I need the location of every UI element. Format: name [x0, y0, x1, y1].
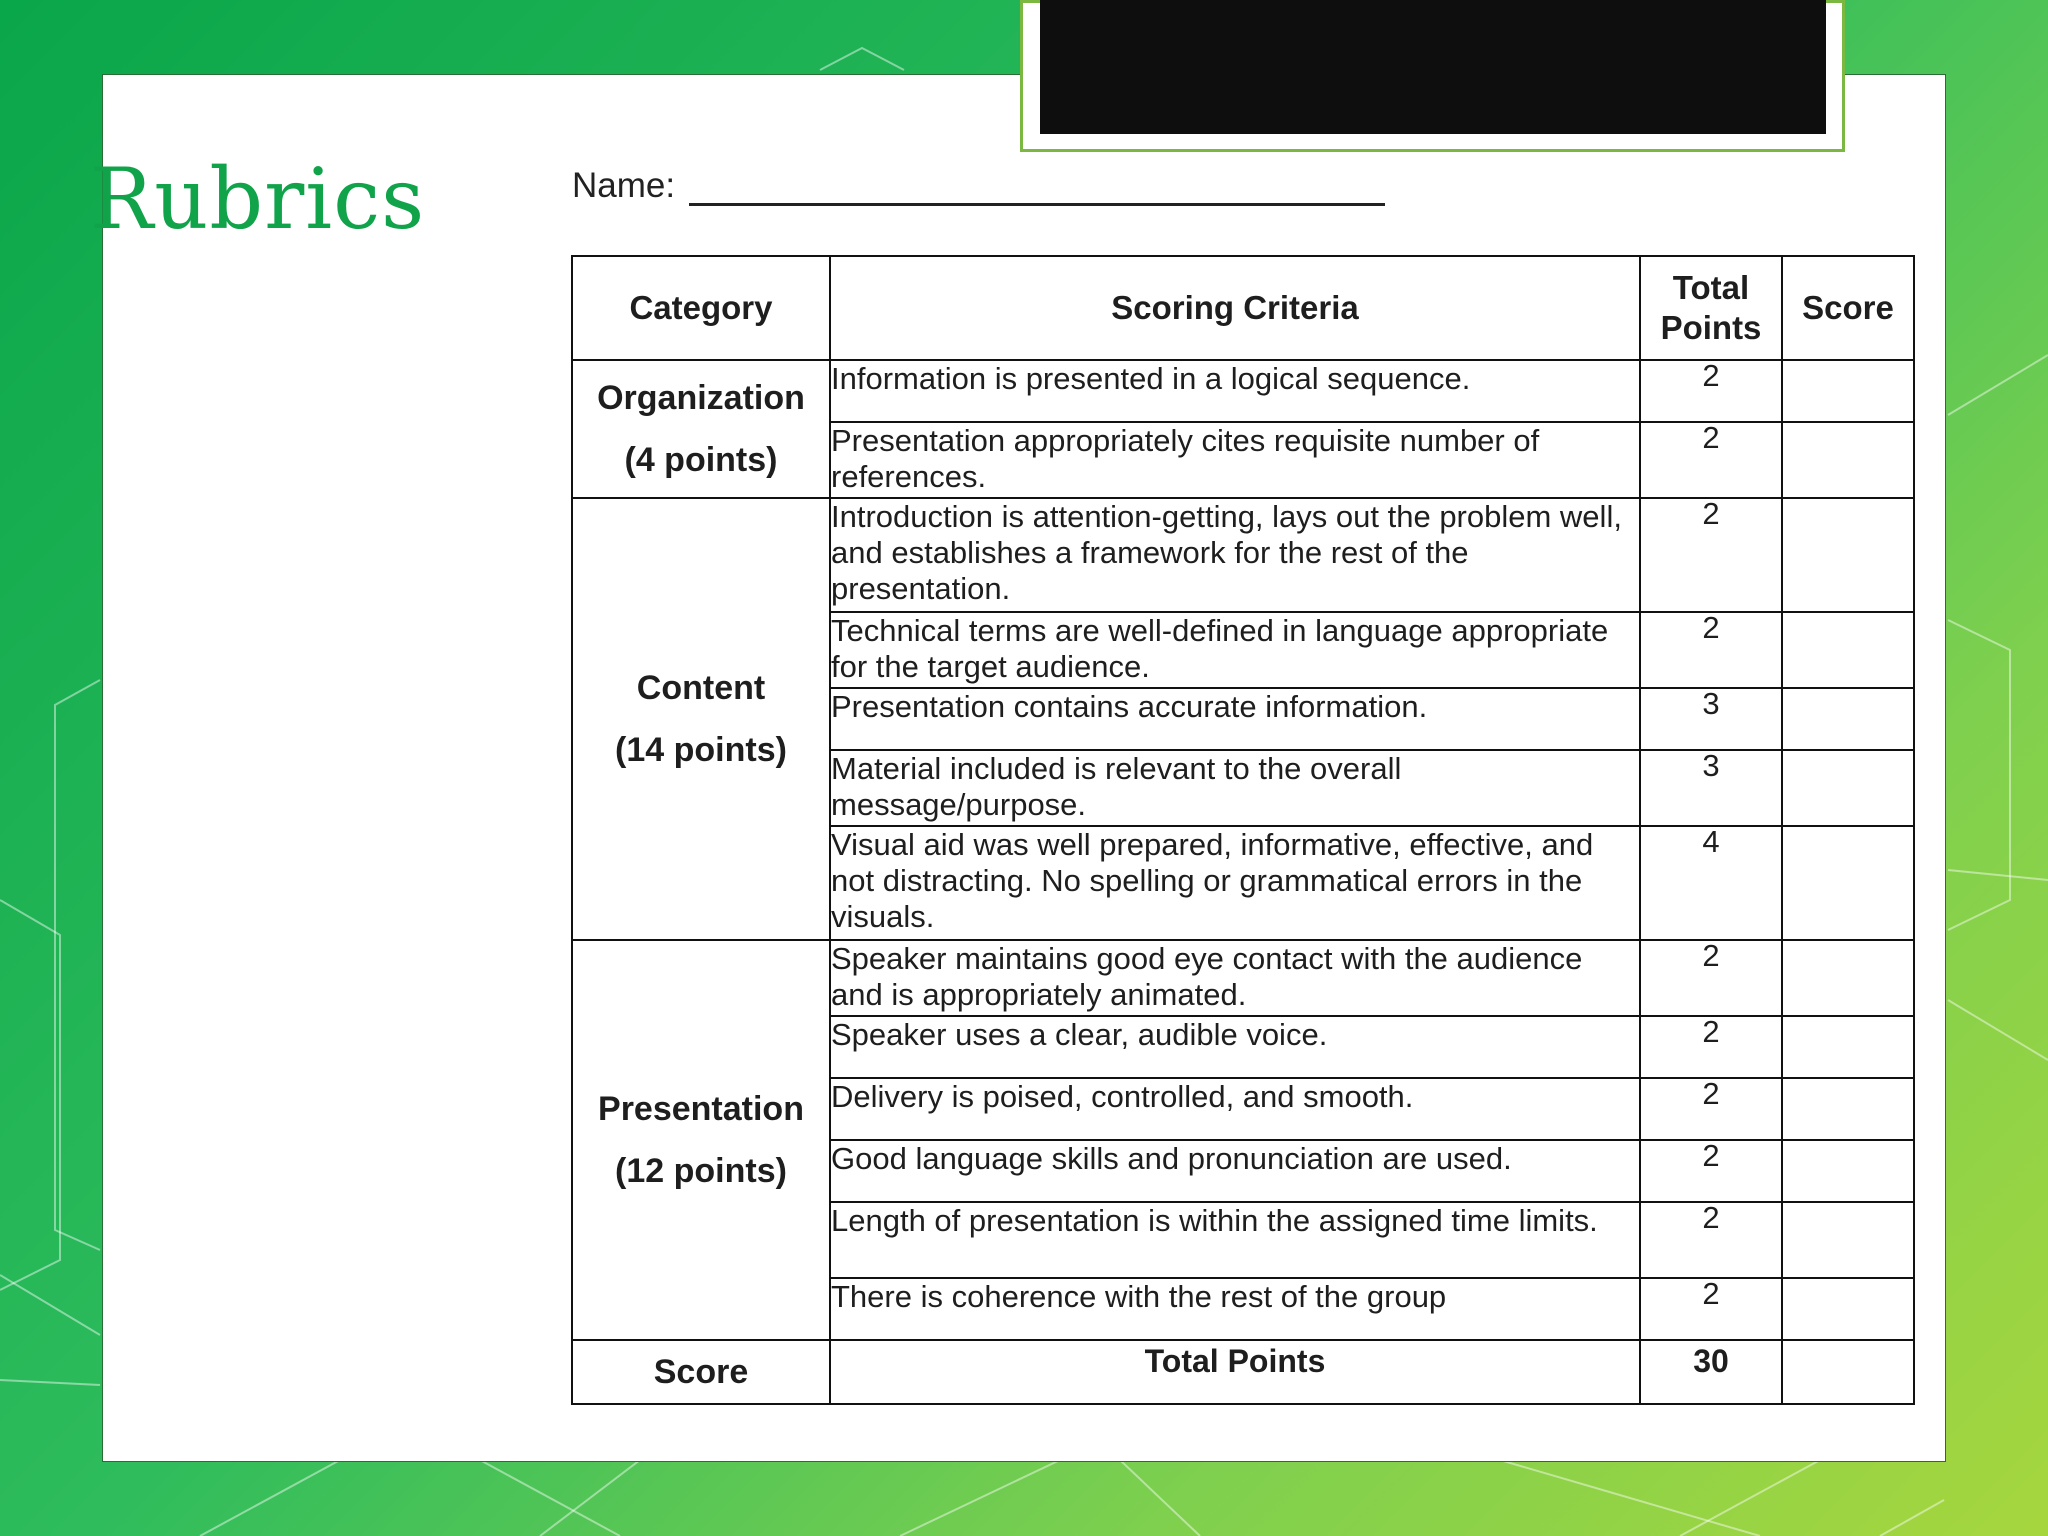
- footer-total-value: 30: [1640, 1340, 1782, 1404]
- criteria-cell: Visual aid was well prepared, informative, effective, and not distracting. No spelling or grammatical errors in the visuals.: [830, 826, 1640, 940]
- redacted-image: [1040, 0, 1826, 134]
- criteria-cell: Presentation appropriately cites requisite number of references.: [830, 422, 1640, 498]
- points-cell: 2: [1640, 612, 1782, 688]
- slide-title: Rubrics: [90, 150, 426, 248]
- criteria-cell: Presentation contains accurate information.: [830, 688, 1640, 750]
- criteria-cell: There is coherence with the rest of the group: [830, 1278, 1640, 1340]
- points-cell: 2: [1640, 1140, 1782, 1202]
- final-score-cell[interactable]: [1782, 1340, 1914, 1404]
- table-row: [572, 940, 1914, 1016]
- table-row: [572, 498, 1914, 612]
- footer-total-label: Total Points: [830, 1340, 1640, 1404]
- header-total-line1: Total: [1672, 269, 1750, 306]
- category-name: Content: [636, 669, 766, 707]
- points-cell: 2: [1640, 422, 1782, 498]
- points-cell: 3: [1640, 750, 1782, 826]
- criteria-cell: Material included is relevant to the overall message/purpose.: [830, 750, 1640, 826]
- criteria-cell: Introduction is attention-getting, lays out the problem well, and establishes a framework for the rest of the presentation.: [830, 498, 1640, 612]
- points-cell: 2: [1640, 1016, 1782, 1078]
- category-cell-presentation: [572, 940, 830, 1340]
- score-input-cell[interactable]: [1782, 750, 1914, 826]
- score-input-cell[interactable]: [1782, 1016, 1914, 1078]
- footer-score-label: Score: [572, 1340, 830, 1404]
- category-name: Organization: [597, 379, 805, 417]
- points-cell: 3: [1640, 688, 1782, 750]
- category-points: (12 points): [615, 1152, 787, 1190]
- category-cell-content: [572, 498, 830, 940]
- criteria-cell: Length of presentation is within the assigned time limits.: [830, 1202, 1640, 1278]
- category-points: (4 points): [624, 441, 778, 479]
- score-input-cell[interactable]: [1782, 612, 1914, 688]
- score-input-cell[interactable]: [1782, 1078, 1914, 1140]
- score-input-cell[interactable]: [1782, 1140, 1914, 1202]
- name-blank-line: [689, 167, 1385, 206]
- criteria-cell: Delivery is poised, controlled, and smooth.: [830, 1078, 1640, 1140]
- header-category: Category: [572, 256, 830, 360]
- points-cell: 2: [1640, 940, 1782, 1016]
- table-row: [572, 360, 1914, 422]
- points-cell: 4: [1640, 826, 1782, 940]
- points-cell: 2: [1640, 1078, 1782, 1140]
- score-input-cell[interactable]: [1782, 498, 1914, 612]
- header-total-line2: Points: [1660, 309, 1762, 346]
- score-input-cell[interactable]: [1782, 360, 1914, 422]
- criteria-cell: Good language skills and pronunciation are used.: [830, 1140, 1640, 1202]
- header-row: [572, 256, 1914, 360]
- points-cell: 2: [1640, 360, 1782, 422]
- points-cell: 2: [1640, 1278, 1782, 1340]
- rubric-table: [571, 255, 1915, 1405]
- criteria-cell: Information is presented in a logical sequence.: [830, 360, 1640, 422]
- score-input-cell[interactable]: [1782, 1278, 1914, 1340]
- criteria-cell: Technical terms are well-defined in language appropriate for the target audience.: [830, 612, 1640, 688]
- name-label: Name:: [572, 166, 676, 205]
- criteria-cell: Speaker maintains good eye contact with the audience and is appropriately animated.: [830, 940, 1640, 1016]
- criteria-cell: Speaker uses a clear, audible voice.: [830, 1016, 1640, 1078]
- name-field: [572, 166, 1385, 206]
- header-score: Score: [1782, 256, 1914, 360]
- score-input-cell[interactable]: [1782, 688, 1914, 750]
- score-input-cell[interactable]: [1782, 1202, 1914, 1278]
- points-cell: 2: [1640, 498, 1782, 612]
- score-input-cell[interactable]: [1782, 826, 1914, 940]
- header-criteria: Scoring Criteria: [830, 256, 1640, 360]
- category-points: (14 points): [615, 731, 787, 769]
- footer-row: [572, 1340, 1914, 1404]
- score-input-cell[interactable]: [1782, 940, 1914, 1016]
- score-input-cell[interactable]: [1782, 422, 1914, 498]
- category-name: Presentation: [598, 1090, 804, 1128]
- points-cell: 2: [1640, 1202, 1782, 1278]
- category-cell-organization: [572, 360, 830, 498]
- header-total-points: [1640, 256, 1782, 360]
